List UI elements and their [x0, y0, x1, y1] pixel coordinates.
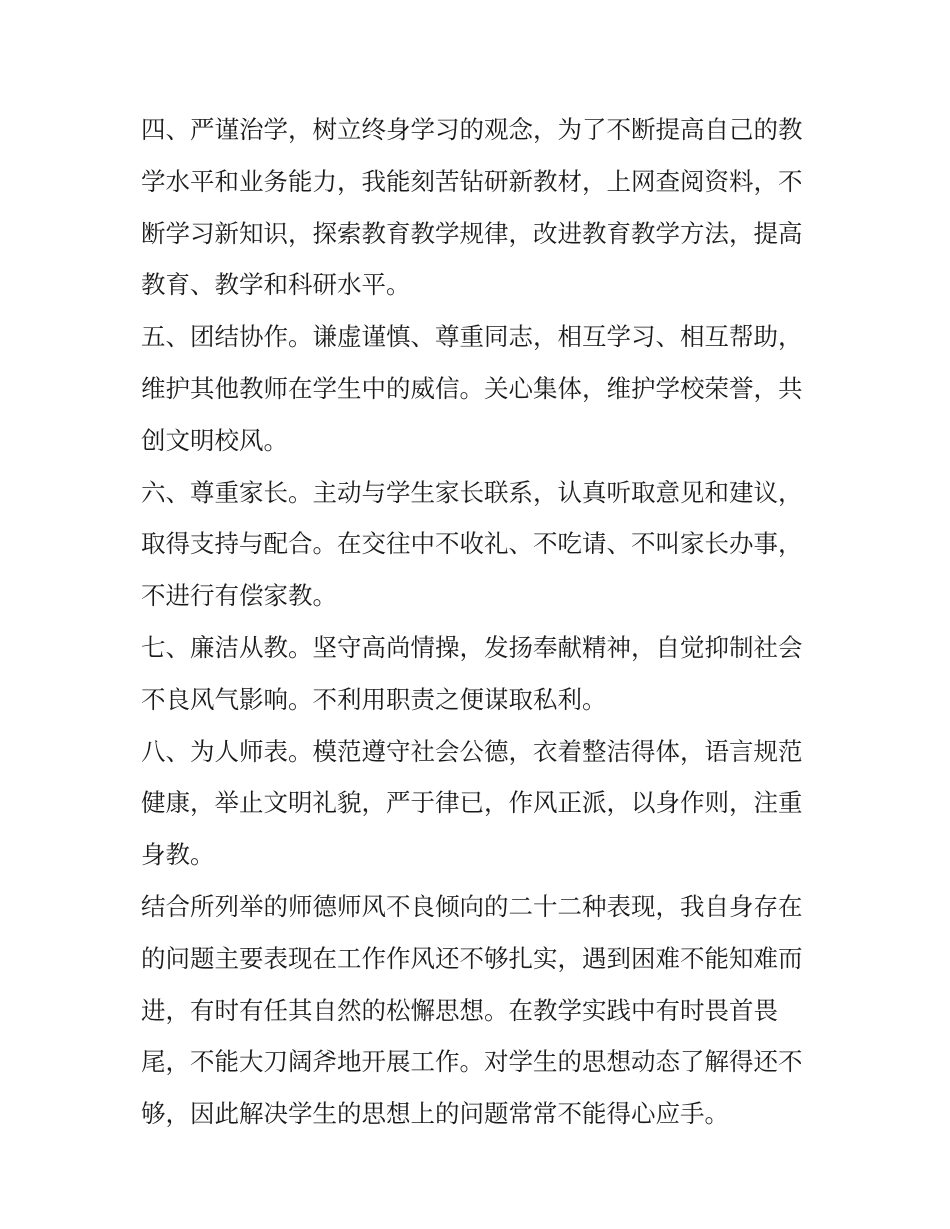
paragraph-item-eight: 八、为人师表。模范遵守社会公德，衣着整洁得体，语言规范 健康，举止文明礼貌，严于律已，作风正派，以身作则，注重 身教。: [141, 736, 803, 870]
paragraph-item-four: 四、严谨治学，树立终身学习的观念，为了不断提高自己的教 学水平和业务能力，我能刻苦钻研新教材，上网查阅资料，不 断学习新知识，探索教育教学规律，改进教育教学方法，提高 教育、教学和科研水平。: [141, 115, 803, 300]
paragraph-item-seven: 七、廉洁从教。坚守高尚情操，发扬奉献精神，自觉抑制社会 不良风气影响。不利用职责之便谋取私利。: [141, 632, 803, 714]
paragraph-summary: 结合所列举的师德师风不良倾向的二十二种表现，我自身存在 的问题主要表现在工作作风还不够扎实，遇到困难不能知难而 进，有时有任其自然的松懈思想。在教学实践中有时畏首畏 尾，不能大刀阔斧地开展工作。对学生的思想动态了解得还不 够，因此解决学生的思想上的问题常常不能得心应手。: [141, 891, 803, 1129]
document-body: [141, 104, 821, 1140]
paragraph-item-six: 六、尊重家长。主动与学生家长联系，认真听取意见和建议， 取得支持与配合。在交往中不收礼、不吃请、不叫家长办事， 不进行有偿家教。: [141, 477, 803, 611]
paragraph-item-five: 五、团结协作。谦虚谨慎、尊重同志，相互学习、相互帮助， 维护其他教师在学生中的威信。关心集体，维护学校荣誉，共 创文明校风。: [141, 322, 803, 455]
